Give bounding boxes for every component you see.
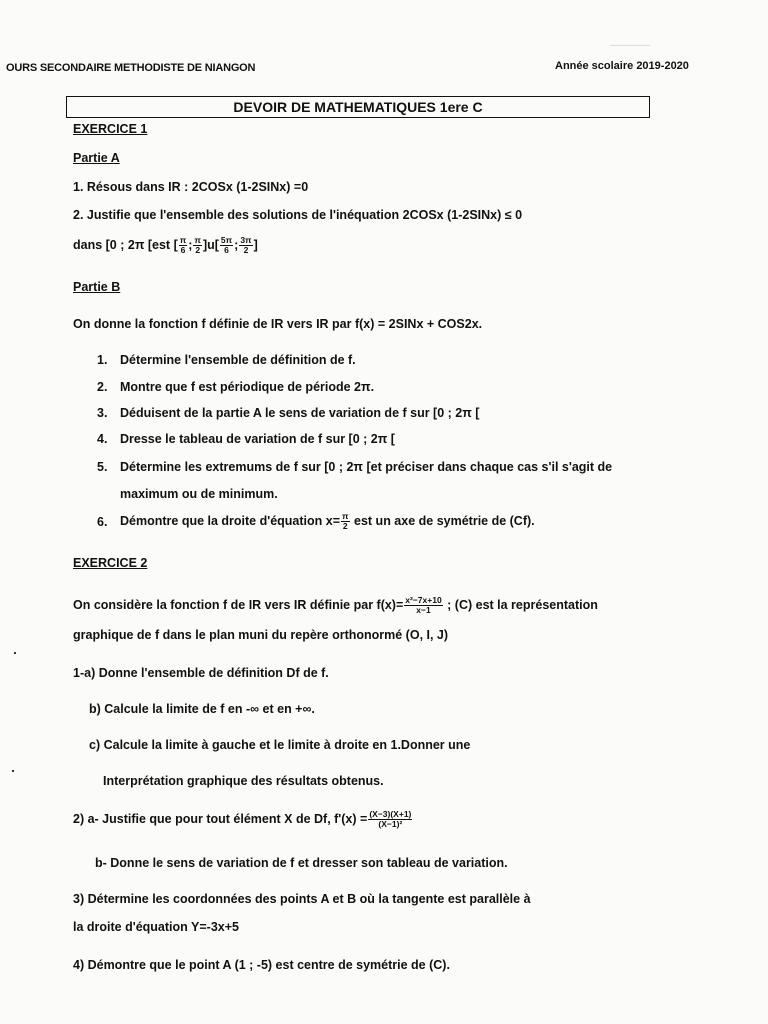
partB-item-6 (120, 512, 535, 531)
scan-speck (12, 770, 14, 772)
partB-item-number: 5. (97, 460, 108, 474)
school-year: Année scolaire 2019-2020 (555, 60, 689, 72)
exercise2-q1c-line2: Interprétation graphique des résultats obtenus. (103, 774, 384, 788)
intro-pre: On considère la fonction f de IR vers IR définie par f(x)= (73, 597, 404, 612)
partA-q2-prefix: dans [0 ; 2π [est [ (73, 237, 178, 252)
exercise2-q4: 4) Démontre que le point A (1 ; -5) est centre de symétrie de (C). (73, 958, 450, 972)
exercise2-q1b: b) Calcule la limite de f en -∞ et en +∞. (89, 702, 315, 716)
frac-den: (X−1)² (378, 819, 403, 829)
frac-den: 2 (195, 245, 201, 255)
exercise2-q1c: c) Calcule la limite à gauche et le limite à droite en 1.Donner une (89, 738, 471, 752)
partB-item-number: 4. (97, 432, 108, 446)
exercise2-intro (73, 596, 598, 615)
frac-den: x−1 (416, 605, 431, 615)
partA-q1: 1. Résous dans IR : 2COSx (1-2SINx) =0 (73, 180, 309, 194)
partB-item: Dresse le tableau de variation de f sur [0 ; 2π [ (120, 432, 395, 446)
frac-num: π (194, 235, 201, 245)
partB-item: Déduisent de la partie A le sens de variation de f sur [0 ; 2π [ (120, 406, 480, 420)
partA-q2: 2. Justifie que l'ensemble des solutions de l'inéquation 2COSx (1-2SINx) ≤ 0 (73, 208, 523, 222)
closing-bracket: ] (253, 237, 258, 252)
item6-pre: Démontre que la droite d'équation x= (120, 513, 341, 528)
function-fraction (404, 596, 442, 615)
frac-num: 3π (240, 235, 252, 245)
partB-intro: On donne la fonction f définie de IR vers IR par f(x) = 2SINx + COS2x. (73, 317, 483, 331)
frac-den: 6 (224, 245, 229, 255)
frac-den: 6 (180, 245, 186, 255)
exercise2-q3: 3) Détermine les coordonnées des points A et B où la tangente est parallèle à (73, 892, 531, 906)
fraction-pi-6 (179, 236, 188, 255)
separator: ; (234, 237, 239, 252)
fraction-5pi-6 (220, 236, 233, 255)
exercise2-q1a: 1-a) Donne l'ensemble de définition Df de f. (73, 666, 329, 680)
exercise2-intro-line2: graphique de f dans le plan muni du repère orthonormé (O, I, J) (73, 628, 449, 642)
partB-item-continuation: maximum ou de minimum. (120, 487, 278, 501)
partB-item-number: 1. (97, 353, 108, 367)
exercise1-heading: EXERCICE 1 (73, 122, 148, 136)
page-title: DEVOIR DE MATHEMATIQUES 1ere C (66, 96, 650, 118)
partB-heading: Partie B (73, 280, 121, 294)
partA-q2-line2 (73, 236, 258, 255)
partB-item-number: 6. (97, 515, 108, 529)
school-name: OURS SECONDAIRE METHODISTE DE NIANGON (6, 62, 256, 74)
frac-num: 5π (220, 235, 233, 245)
frac-den: 2 (342, 521, 348, 531)
partA-heading: Partie A (73, 151, 120, 165)
partB-item-number: 3. (97, 406, 108, 420)
derivative-fraction (368, 810, 412, 829)
frac-num: (X−3)(X+1) (369, 809, 412, 819)
bleed-through-decoration: ———— (610, 40, 650, 51)
exercise2-q2b: b- Donne le sens de variation de f et dresser son tableau de variation. (95, 856, 508, 870)
frac-num: π (342, 511, 349, 521)
partB-item: Détermine les extremums de f sur [0 ; 2π [et préciser dans chaque cas s'il s'agit de (120, 460, 613, 474)
fraction-3pi-2 (239, 236, 252, 255)
q2a-pre: 2) a- Justifie que pour tout élément X de Df, f'(x) = (73, 811, 368, 826)
exercise2-heading: EXERCICE 2 (73, 556, 148, 570)
union-symbol: ]u[ (202, 237, 219, 252)
frac-num: x²−7x+10 (405, 595, 442, 605)
exercise2-q3-line2: la droite d'équation Y=-3x+5 (73, 920, 239, 934)
exercise2-q2a (73, 810, 413, 829)
partB-item: Montre que f est périodique de période 2π. (120, 380, 375, 394)
item6-post: est un axe de symétrie de (Cf). (350, 513, 535, 528)
partB-item-number: 2. (97, 380, 108, 394)
frac-den: 2 (243, 245, 249, 255)
fraction-pi-2 (193, 236, 202, 255)
partB-item: Détermine l'ensemble de définition de f. (120, 353, 356, 367)
frac-num: π (179, 235, 187, 245)
fraction-pi-2 (341, 512, 350, 531)
separator: ; (188, 237, 193, 252)
scan-speck (14, 652, 16, 654)
intro-post: ; (C) est la représentation (443, 597, 598, 612)
